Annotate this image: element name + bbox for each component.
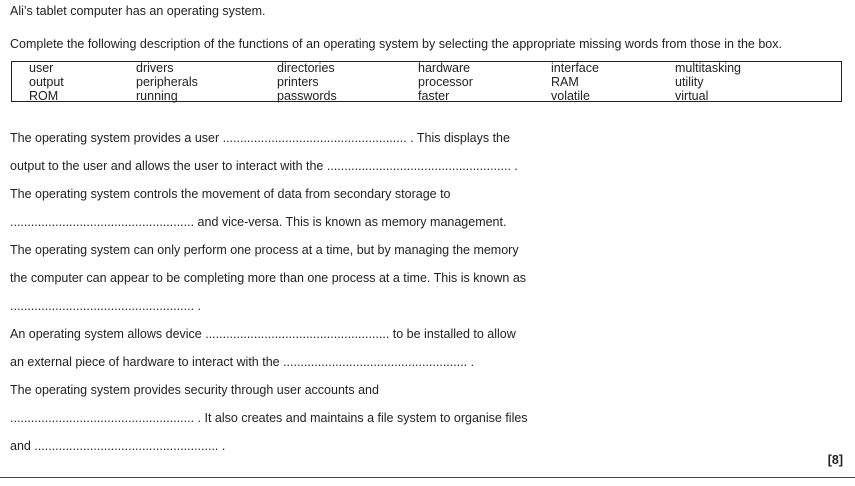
word-option: volatile [551,89,590,103]
word-option: virtual [675,89,709,103]
word-option: peripherals [136,75,198,89]
cloze-line: The operating system can only perform one process at a time, but by managing the memory [10,243,519,257]
cloze-line: The operating system provides a user ..................................................... . This displays the [10,131,510,145]
cloze-line: ..................................................... and vice-versa. This is known as memory management. [10,215,507,229]
word-column [29,61,64,103]
cloze-line: The operating system provides security through user accounts and [10,383,379,397]
word-option: drivers [136,61,174,75]
word-option: utility [675,75,704,89]
word-column [418,61,473,103]
word-column [551,61,599,103]
word-option: faster [418,89,450,103]
word-option: hardware [418,61,471,75]
word-option: ROM [29,89,59,103]
cloze-line: the computer can appear to be completing more than one process at a time. This is known as [10,271,527,285]
word-option: passwords [277,89,337,103]
question-intro: Ali’s tablet computer has an operating system. [10,4,266,18]
cloze-line: An operating system allows device ..................................................... to be installed to allow [10,327,516,341]
marks-label: [8] [827,453,843,467]
word-box [11,61,842,102]
cloze-line: ..................................................... . [10,299,202,313]
word-option: multitasking [675,61,741,75]
question-instruction: Complete the following description of the functions of an operating system by selecting the appropriate missing words from those in the box. [10,37,782,51]
word-option: processor [418,75,473,89]
cloze-line: The operating system controls the movement of data from secondary storage to [10,187,451,201]
cloze-line: output to the user and allows the user to interact with the ..................................................... . [10,159,518,173]
cloze-line: and ..................................................... . [10,439,226,453]
word-column [675,61,741,103]
word-option: user [29,61,54,75]
word-option: running [136,89,178,103]
word-option: RAM [551,75,579,89]
word-option: directories [277,61,335,75]
cloze-line: an external piece of hardware to interact with the ..................................................... . [10,355,475,369]
word-option: interface [551,61,599,75]
cloze-line: ..................................................... . It also creates and maintains a file system to organise files [10,411,528,425]
bottom-divider [0,477,855,478]
word-option: printers [277,75,319,89]
word-column [136,61,198,103]
word-column [277,61,337,103]
word-option: output [29,75,64,89]
